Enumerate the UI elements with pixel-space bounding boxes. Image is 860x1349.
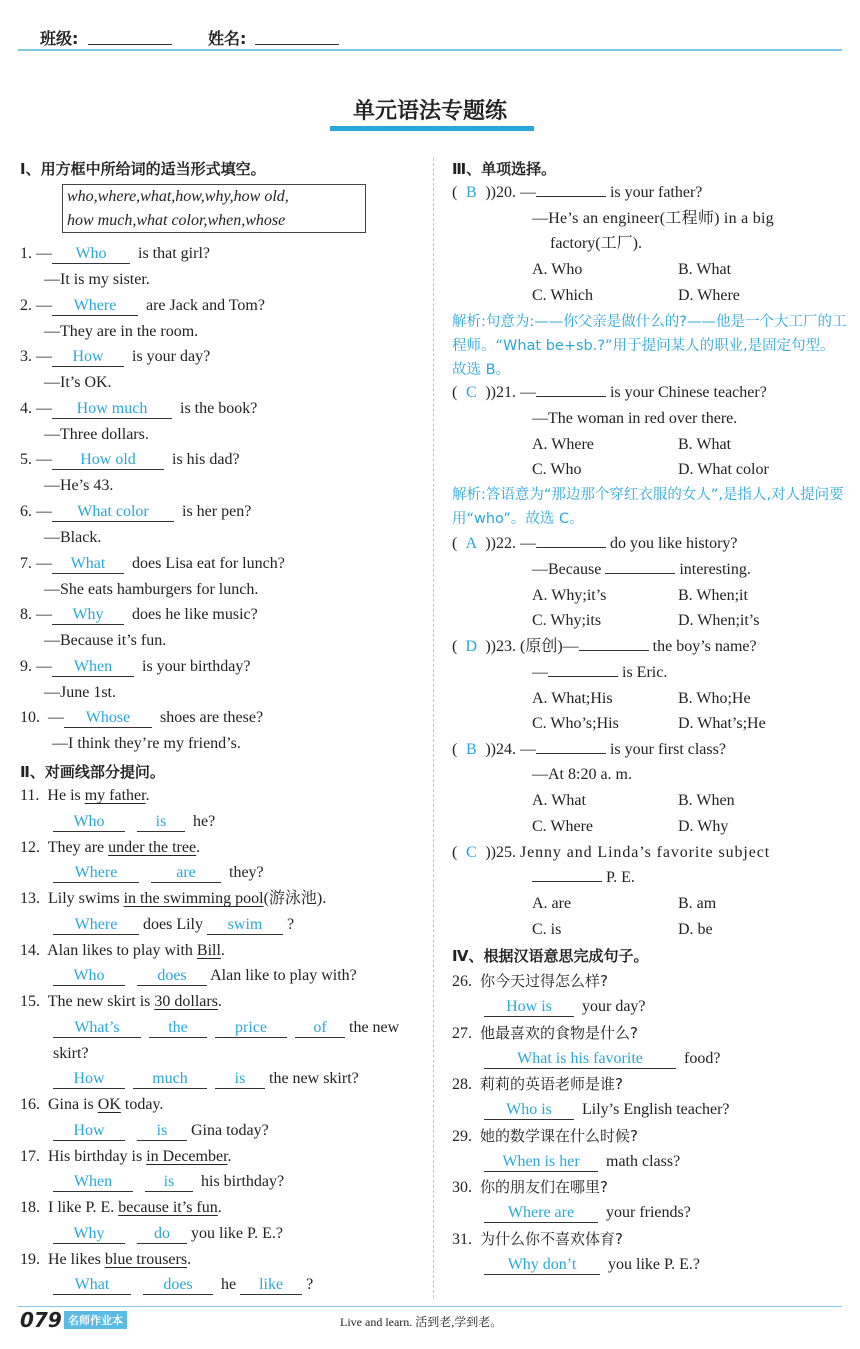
page-number: 079 [20,1308,62,1332]
underlined-part: in the swimming pool [123,890,264,907]
underlined-part: 30 dollars [154,993,218,1010]
answer-blank[interactable]: When [52,658,134,677]
q20-reply2: factory(工厂). [550,235,642,252]
name-field[interactable] [255,44,339,45]
q22-stem: ( A ))22. — do you like history? [452,533,738,555]
q18-answer: Why do you like P. E.? [53,1223,283,1245]
q21-reply: —The woman in red over there. [532,410,738,427]
s1-question-4: 4. — How much is the book? [20,399,258,417]
section2-title: Ⅱ、对画线部分提问。 [20,763,165,781]
item-number: 2. [20,296,32,314]
answer-blank[interactable] [536,196,606,197]
answer-blank[interactable]: What’s [53,1019,141,1038]
answer-blank[interactable]: How [53,1070,125,1089]
q23-stem: ( D ))23. (原创)— the boy’s name? [452,636,757,658]
page-title: 单元语法专题练 [352,99,507,124]
q20-option-c[interactable]: C. Which [532,287,594,304]
s1-question-6: 6. — What color is her pen? [20,503,252,520]
answer-blank[interactable]: does [137,967,207,986]
s4-prompt-1: 26. 你今天过得怎么样? [452,972,608,990]
answer-letter: C [465,384,477,401]
underlined-part: my father [84,787,146,804]
word-box-line2: how much,what color,when,whose [67,212,286,229]
answer-blank[interactable] [536,547,606,548]
q12-question: 12. They are under the tree. [20,839,201,856]
q22-option-a[interactable]: A. Why;it’s [532,587,607,604]
q20-option-b[interactable]: B. What [678,261,732,278]
item-number: 1. [20,245,32,262]
item-number: 6. [20,503,32,520]
q20-reply: —He’s an engineer(工程师) in a big [532,210,774,227]
s1-question-5: 5. — How old is his dad? [20,451,240,469]
answer-blank[interactable]: are [151,864,221,883]
q11-question: 11. He is my father. [20,787,150,804]
section4-title: Ⅳ、根据汉语意思完成句子。 [452,947,649,965]
s4-prompt-5: 30. 你的朋友们在哪里? [452,1178,608,1197]
q21-option-c[interactable]: C. Who [532,461,582,478]
answer-blank[interactable] [536,396,606,397]
answer-letter: C [465,844,477,861]
s4-answer-1: How is your day? [484,996,646,1018]
underlined-part: under the tree [108,839,197,856]
q25-option-b[interactable]: B. am [678,895,717,912]
q22-option-d[interactable]: D. When;it’s [678,612,760,629]
q20-explanation: 解析:句意为:——你父亲是做什么的?——他是一个大工厂的工程师。“What be+sb.?”用于提问某人的职业,是固定句型。故选 B。 [452,314,847,378]
q17-question: 17. His birthday is in December. [20,1148,232,1165]
class-label: 班级: [40,29,79,48]
answer-blank[interactable]: like [240,1276,302,1295]
underlined-part: OK [97,1096,121,1113]
answer-blank[interactable]: Where [53,864,139,883]
q17-answer: When is his birthday? [53,1171,284,1193]
s1-reply-2: —They are in the room. [44,322,199,340]
q23-option-c[interactable]: C. Who’s;His [532,715,619,732]
section3-title: Ⅲ、单项选择。 [452,160,557,178]
q19-question: 19. He likes blue trousers. [20,1251,192,1268]
answer-blank[interactable]: Where [53,916,139,935]
q22-option-c[interactable]: C. Why;its [532,612,602,629]
q25-option-a[interactable]: A. are [532,895,572,912]
answer-blank[interactable]: is [145,1173,193,1192]
s4-answer-3: Who is Lily’s English teacher? [484,1099,730,1121]
item-number: 10. [20,709,40,727]
underlined-part: in December [146,1148,228,1165]
answer-blank[interactable]: is [137,1122,187,1141]
chinese-prompt: 莉莉的英语老师是谁? [480,1075,623,1094]
answer-blank[interactable]: How [52,348,124,367]
answer-blank[interactable] [548,676,618,677]
q23-option-b[interactable]: B. Who;He [678,690,751,707]
q22-reply: —Because interesting. [532,561,751,578]
s1-question-2: 2. — Where are Jack and Tom? [20,296,265,314]
q24-option-d[interactable]: D. Why [678,818,729,835]
question-text: is that girl? [138,245,210,262]
s1-reply-1: —It is my sister. [44,271,150,288]
question-text: does Lisa eat for lunch? [132,554,285,572]
q14-question: 14. Alan likes to play with Bill. [20,942,225,959]
question-text: is his dad? [172,451,240,469]
answer-letter: B [465,184,477,201]
s4-answer-5: Where are your friends? [484,1202,691,1224]
answer-blank[interactable]: price [215,1019,287,1038]
q23-option-d[interactable]: D. What’s;He [678,715,766,732]
s1-reply-4: —Three dollars. [44,425,149,443]
answer-blank[interactable]: How is [484,998,574,1017]
answer-blank[interactable]: When [53,1173,133,1192]
q23-reply: — is Eric. [532,664,668,681]
s4-prompt-4: 29. 她的数学课在什么时候? [452,1126,638,1145]
class-field[interactable] [88,44,172,45]
s1-question-7: 7. — What does Lisa eat for lunch? [20,554,285,572]
header-line [18,49,842,51]
s4-prompt-3: 28. 莉莉的英语老师是谁? [452,1075,623,1094]
q22-option-b[interactable]: B. When;it [678,587,748,604]
s1-reply-8: —Because it’s fun. [44,632,167,650]
q25-option-d[interactable]: D. be [678,921,713,938]
item-number: 4. [20,399,32,417]
q20-stem: ( B ))20. — is your father? [452,182,702,204]
header-bar [0,0,860,52]
answer-blank[interactable]: swim [207,916,283,935]
answer-blank[interactable]: What [52,555,124,574]
column-divider [433,158,434,1298]
answer-blank[interactable]: What color [52,503,174,522]
answer-letter: B [465,741,477,758]
question-text: shoes are these? [160,709,264,727]
q21-option-a[interactable]: A. Where [532,436,594,453]
name-label: 姓名: [208,29,247,48]
q24-option-b[interactable]: B. When [678,792,735,809]
q15-answer-line2: skirt? [53,1045,89,1062]
footer-line [18,1306,842,1307]
s1-reply-7: —She eats hamburgers for lunch. [44,580,259,598]
s1-question-10: 10. — Whose shoes are these? [20,709,264,727]
answer-blank[interactable]: Why [53,1225,125,1244]
answer-blank[interactable] [579,650,649,651]
question-text: is your day? [132,348,211,366]
answer-blank[interactable]: How [53,1122,125,1141]
q13-answer: Where does Lily swim ? [53,914,294,936]
s1-reply-6: —Black. [44,529,102,546]
s4-answer-4: When is her math class? [484,1151,680,1173]
q13-question: 13. Lily swims in the swimming pool(游泳池). [20,890,327,907]
q11-answer: Who is he? [53,811,215,833]
chinese-prompt: 他最喜欢的食物是什么? [480,1023,638,1042]
item-number: 5. [20,451,32,469]
answer-blank[interactable]: Whose [64,709,152,728]
question-text: is her pen? [182,503,252,520]
s1-reply-3: —It’s OK. [44,374,112,392]
q19-answer: What does he like ? [53,1274,313,1296]
chinese-prompt: 为什么你不喜欢体育? [480,1230,623,1248]
item-number: 7. [20,554,32,572]
answer-blank[interactable]: do [137,1225,187,1244]
q18-question: 18. I like P. E. because it’s fun. [20,1199,222,1216]
answer-letter: A [465,535,478,552]
question-text: is the book? [180,399,258,417]
title-underline [330,126,534,131]
answer-blank[interactable] [605,573,675,574]
q15-question: 15. The new skirt is 30 dollars. [20,993,222,1010]
word-box-line1: who,where,what,how,why,how old, [67,188,289,205]
item-number: 9. [20,657,32,675]
s1-question-9: 9. — When is your birthday? [20,657,251,675]
s1-question-1: 1. — Who is that girl? [20,245,210,262]
answer-blank[interactable]: Why [52,606,124,625]
section1-title: Ⅰ、用方框中所给词的适当形式填空。 [20,160,266,178]
q24-option-a[interactable]: A. What [532,792,586,809]
answer-blank[interactable]: is [137,813,185,832]
answer-blank[interactable]: does [143,1276,213,1295]
chinese-prompt: 你今天过得怎么样? [480,972,608,990]
s4-answer-6: Why don’t you like P. E.? [484,1254,700,1276]
answer-blank[interactable]: Why don’t [484,1256,600,1275]
s4-answer-2: What is his favorite food? [484,1048,720,1070]
q21-option-b[interactable]: B. What [678,436,732,453]
s1-reply-5: —He’s 43. [44,477,114,495]
q16-answer: How is Gina today? [53,1120,269,1142]
answer-letter: D [465,638,478,655]
q25-stem2: P. E. [532,867,635,889]
question-text: does he like music? [132,606,258,624]
answer-blank[interactable]: Who [53,813,125,832]
brand-badge: 名师作业本 [64,1311,127,1329]
answer-blank[interactable]: Who [53,967,125,986]
answer-blank[interactable]: What is his favorite [484,1050,676,1069]
answer-blank[interactable]: What [53,1276,131,1295]
answer-blank[interactable]: much [133,1070,207,1089]
q24-stem: ( B ))24. — is your first class? [452,739,726,761]
item-number: 8. [20,606,32,624]
answer-blank[interactable]: is [215,1070,265,1089]
underlined-part: blue trousers [104,1251,188,1268]
s1-reply-10: —I think they’re my friend’s. [52,735,241,753]
answer-blank[interactable]: How much [52,400,172,419]
question-text: is your birthday? [142,657,251,675]
answer-blank[interactable] [536,753,606,754]
q23-option-a[interactable]: A. What;His [532,690,613,707]
answer-blank[interactable]: Where [52,297,138,316]
q21-explanation: 解析:答语意为“那边那个穿红衣服的女人”,是指人,对人提问要用“who”。故选 C。 [452,487,844,527]
answer-blank[interactable]: of [295,1019,345,1038]
q21-stem: ( C ))21. — is your Chinese teacher? [452,382,767,404]
q25-option-c[interactable]: C. is [532,921,562,938]
q15-answer-line3: How much is the new skirt? [53,1068,359,1090]
q20-option-a[interactable]: A. Who [532,261,583,278]
s1-question-8: 8. — Why does he like music? [20,606,258,624]
answer-blank[interactable]: Who [52,245,130,264]
s4-prompt-6: 31. 为什么你不喜欢体育? [452,1230,623,1248]
q24-option-c[interactable]: C. Where [532,818,594,835]
answer-blank[interactable]: How old [52,451,164,470]
question-text: are Jack and Tom? [146,296,265,314]
q12-answer: Where are they? [53,862,264,884]
chinese-prompt: 她的数学课在什么时候? [480,1126,638,1145]
underlined-part: because it’s fun [118,1199,218,1216]
q20-option-d[interactable]: D. Where [678,287,740,304]
answer-blank[interactable]: the [149,1019,207,1038]
answer-blank[interactable] [532,881,602,882]
q25-stem: ( C ))25. Jenny and Linda’s favorite subject [452,842,770,864]
footer-motto: Live and learn. 活到老,学到老。 [340,1315,503,1329]
answer-blank[interactable]: When is her [484,1153,598,1172]
q16-question: 16. Gina is OK today. [20,1096,164,1113]
s4-prompt-2: 27. 他最喜欢的食物是什么? [452,1023,638,1042]
q14-answer: Who does Alan like to play with? [53,965,357,987]
q21-option-d[interactable]: D. What color [678,461,769,478]
answer-blank[interactable]: Where are [484,1204,598,1223]
item-number: 3. [20,348,32,366]
q15-answer-line1: What’s the price of the new [53,1017,399,1039]
s1-reply-9: —June 1st. [44,683,116,701]
q24-reply: —At 8:20 a. m. [532,766,632,783]
s1-question-3: 3. — How is your day? [20,348,211,366]
underlined-part: Bill [196,942,221,959]
answer-blank[interactable]: Who is [484,1101,574,1120]
chinese-prompt: 你的朋友们在哪里? [480,1178,608,1197]
word-box [62,184,366,233]
